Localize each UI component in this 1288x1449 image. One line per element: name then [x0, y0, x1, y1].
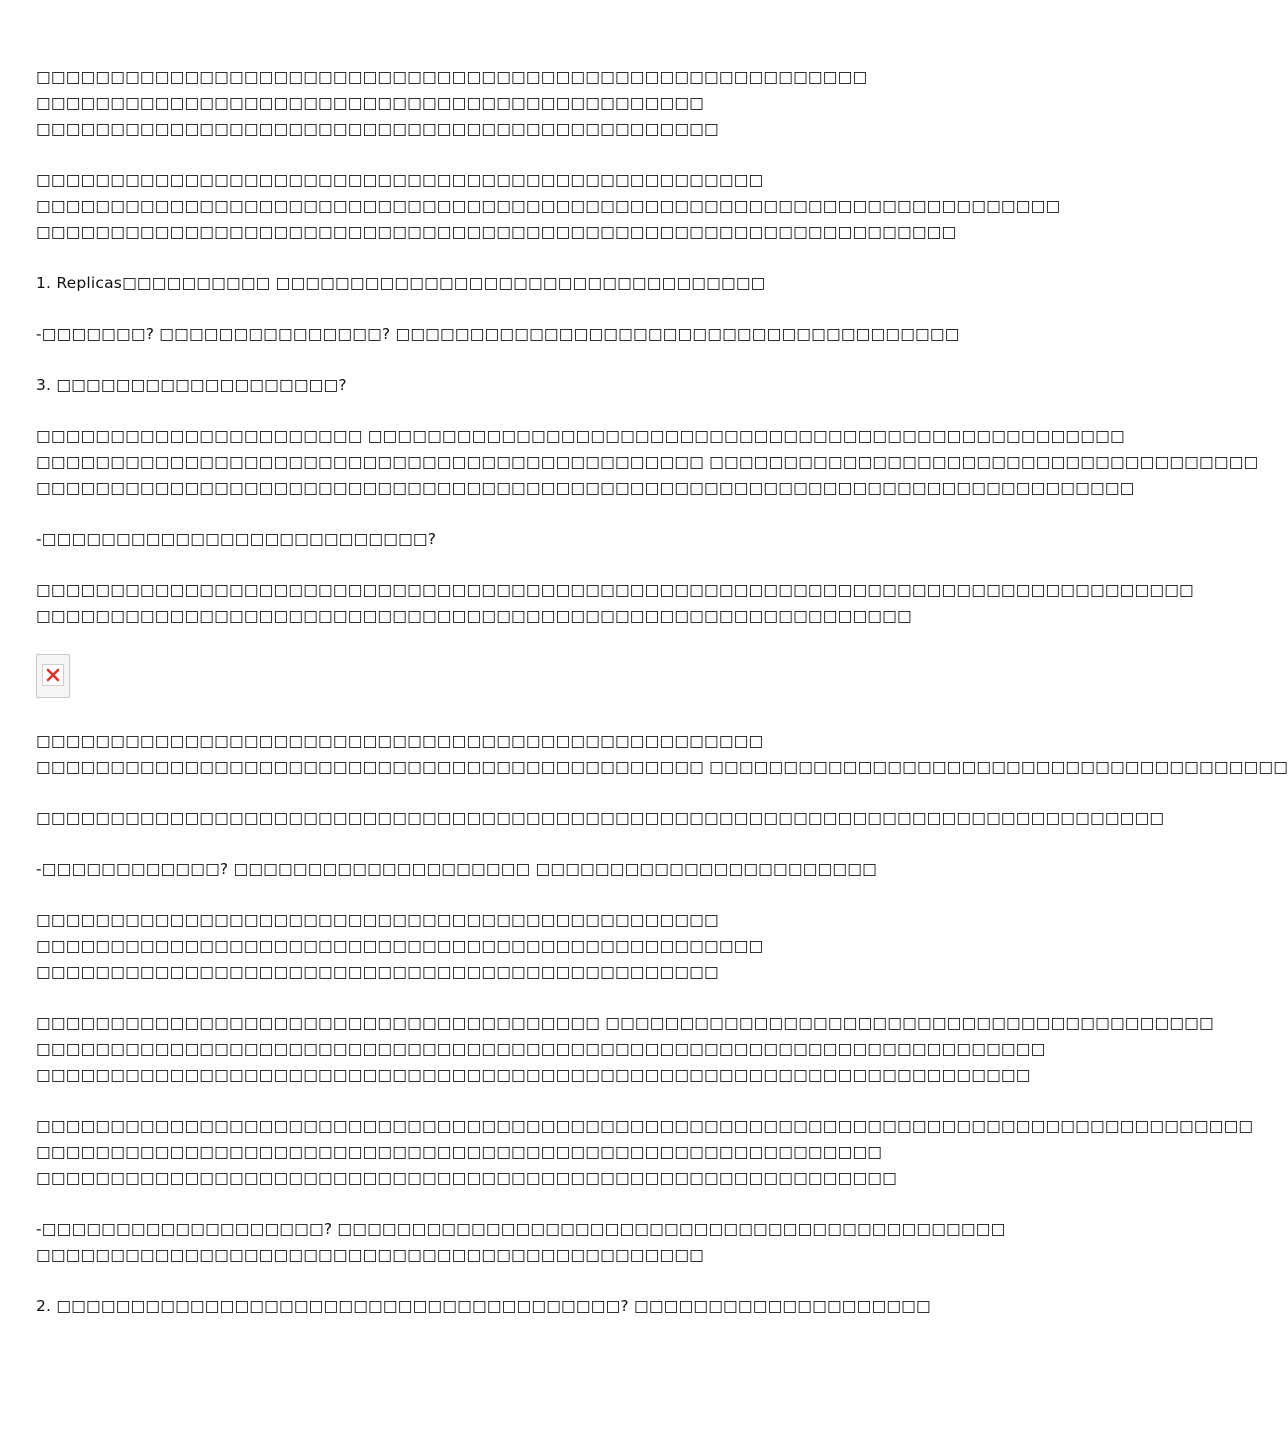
broken-image-frame — [42, 664, 64, 686]
text-line: □□□□□□□□□□□□□□□□□□□□□□□□□□□□□□□□□□□□□□□□□□□□□□□□□□□□□□□□□ — [36, 1143, 883, 1161]
text-line: □□□□□□□□□□□□□□□□□□□□□□□□□□□□□□□□□□□□□□□□□□□□□□□□□□□□□□□□□□□□□□□□□□□ — [36, 1066, 1031, 1084]
text-line: □□□□□□□□□□□□□□□□□□□□□□□□□□□□□□□□□□□□□□□□□□□□□ □□□□□□□□□□□□□□□□□□□□□□□□□□□□□□□□□□□□□□□ — [36, 758, 1288, 776]
text-line: □□□□□□□□□□□□□□□□□□□□□□□□□□□□□□□□□□□□□□□□□□□□□□□□□ — [36, 937, 764, 955]
dash-question-4 — [36, 1216, 1006, 1268]
text-line: □□□□□□□□□□□□□□□□□□□□□□□□□□□□□□□□□□□□□□□□□□□□□□ — [36, 963, 719, 981]
paragraph-9 — [36, 1113, 1254, 1191]
broken-image-icon — [36, 654, 70, 698]
paragraph-8 — [36, 1010, 1214, 1088]
text-line: -□□□□□□□□□□□□□□□□□□□? □□□□□□□□□□□□□□□□□□□□□□□□□□□□□□□□□□□□□□□□□□□□□ — [36, 1220, 1006, 1238]
paragraph-2 — [36, 167, 1061, 245]
text-line: -□□□□□□□? □□□□□□□□□□□□□□□? □□□□□□□□□□□□□□□□□□□□□□□□□□□□□□□□□□□□□□ — [36, 325, 960, 343]
text-line: □□□□□□□□□□□□□□□□□□□□□□□□□□□□□□□□□□□□□□□□□□□□□□□□□ — [36, 732, 764, 750]
text-line: □□□□□□□□□□□□□□□□□□□□□□□□□□□□□□□□□□□□□□□□□□□□□□ — [36, 120, 719, 138]
text-line: □□□□□□□□□□□□□□□□□□□□□□□□□□□□□□□□□□□□□□□□□□□□□□□□□□□□□□□□ — [36, 68, 868, 86]
text-line: 1. Replicas□□□□□□□□□□ □□□□□□□□□□□□□□□□□□□□□□□□□□□□□□□□□ — [36, 274, 766, 292]
text-line: □□□□□□□□□□□□□□□□□□□□□□□□□□□□□□□□□□□□□□□□□□□□□□□□□□□□□□□□□□□□□□ — [36, 223, 957, 241]
dash-question-2 — [36, 526, 996, 552]
numbered-heading-2 — [36, 1293, 996, 1319]
text-line: □□□□□□□□□□□□□□□□□□□□□□□□□□□□□□□□□□□□□□□□□□□□□ — [36, 1246, 705, 1264]
text-line: □□□□□□□□□□□□□□□□□□□□□□□□□□□□□□□□□□□□□□□□□□□□□□□□□□□□□□□□□□□ — [36, 607, 912, 625]
dash-question-1 — [36, 321, 996, 347]
text-line: □□□□□□□□□□□□□□□□□□□□□□□□□□□□□□□□□□□□□□□□□□□□□□□□□□□□□□□□□□□□□□□□□□□□□□□□□□□□ — [36, 809, 1165, 827]
dash-question-3 — [36, 856, 996, 882]
paragraph-7 — [36, 907, 996, 985]
text-line: -□□□□□□□□□□□□? □□□□□□□□□□□□□□□□□□□□ □□□□□□□□□□□□□□□□□□□□□□□ — [36, 860, 877, 878]
text-line: □□□□□□□□□□□□□□□□□□□□□□□□□□□□□□□□□□□□□□□□□□□□□□□□□□□□□□□□□□□□□□□□□□□□□ — [36, 197, 1061, 215]
text-line: □□□□□□□□□□□□□□□□□□□□□□ □□□□□□□□□□□□□□□□□□□□□□□□□□□□□□□□□□□□□□□□□□□□□□□□□□□ — [36, 427, 1125, 445]
red-x-icon — [46, 668, 60, 682]
text-line: □□□□□□□□□□□□□□□□□□□□□□□□□□□□□□□□□□□□□□□□□□□□□□□□□□□□□□□□□□□□□□□□□□□□□□□□□□□□□□□□□□ — [36, 1117, 1254, 1135]
text-line: □□□□□□□□□□□□□□□□□□□□□□□□□□□□□□□□□□□□□□□□□□□□□□□□□□□□□□□□□□□□□□□□□□□□□□□□□□□□□□ — [36, 581, 1194, 599]
text-line: □□□□□□□□□□□□□□□□□□□□□□□□□□□□□□□□□□□□□□□□□□□□□□□□□□□□□□□□□□□□□□□□□□□□□□□□□□ — [36, 479, 1135, 497]
numbered-heading-replicas — [36, 270, 996, 296]
paragraph-6 — [36, 805, 1165, 831]
text-line: -□□□□□□□□□□□□□□□□□□□□□□□□□□? — [36, 530, 437, 548]
text-line: □□□□□□□□□□□□□□□□□□□□□□□□□□□□□□□□□□□□□□□□□□□□□□□□□□□□□□□□□□□□□□□□□□□□ — [36, 1040, 1046, 1058]
text-line: □□□□□□□□□□□□□□□□□□□□□□□□□□□□□□□□□□□□□□□□□□□□□□□□□□□□□□□□□□ — [36, 1169, 897, 1187]
text-line: □□□□□□□□□□□□□□□□□□□□□□□□□□□□□□□□□□□□□□□□□□□□□□ — [36, 911, 719, 929]
text-line: □□□□□□□□□□□□□□□□□□□□□□□□□□□□□□□□□□□□□□ □□□□□□□□□□□□□□□□□□□□□□□□□□□□□□□□□□□□□□□□□ — [36, 1014, 1214, 1032]
numbered-heading-3 — [36, 372, 996, 398]
text-line: 2. □□□□□□□□□□□□□□□□□□□□□□□□□□□□□□□□□□□□□□? □□□□□□□□□□□□□□□□□□□□ — [36, 1297, 931, 1315]
paragraph-4 — [36, 577, 1194, 629]
text-line: □□□□□□□□□□□□□□□□□□□□□□□□□□□□□□□□□□□□□□□□□□□□□□□□□ — [36, 171, 764, 189]
text-line: □□□□□□□□□□□□□□□□□□□□□□□□□□□□□□□□□□□□□□□□□□□□□ □□□□□□□□□□□□□□□□□□□□□□□□□□□□□□□□□□□□□ — [36, 453, 1259, 471]
paragraph-5 — [36, 728, 1288, 780]
text-line: 3. □□□□□□□□□□□□□□□□□□□? — [36, 376, 347, 394]
paragraph-1 — [36, 64, 996, 142]
paragraph-3 — [36, 423, 1259, 501]
text-line: □□□□□□□□□□□□□□□□□□□□□□□□□□□□□□□□□□□□□□□□□□□□□ — [36, 94, 705, 112]
document-body — [36, 64, 1288, 1344]
